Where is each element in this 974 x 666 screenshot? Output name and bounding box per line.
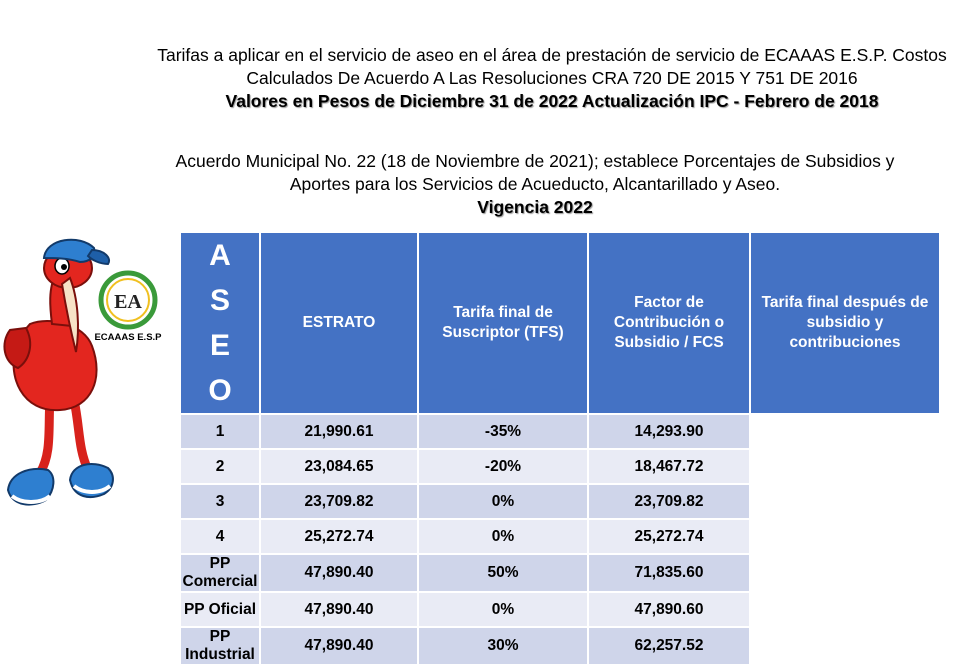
service-letter: A [209, 239, 231, 272]
cell-estrato: 4 [180, 519, 260, 554]
table-row [180, 484, 940, 519]
service-letter: O [208, 374, 232, 407]
cell-tfs: 47,890.40 [260, 554, 418, 592]
column-header-final-tariff: Tarifa final después de subsidio y contribuciones [750, 232, 940, 414]
title-line-1: Tarifas a aplicar en el servicio de aseo en el área de prestación de servicio de ECAAAS E.S.P. Costos [157, 45, 947, 65]
table-row [180, 449, 940, 484]
cell-final: 25,272.74 [588, 519, 750, 554]
mascot-bird-image [0, 228, 178, 520]
cell-tfs: 23,084.65 [260, 449, 418, 484]
table-row [180, 554, 940, 592]
cell-tfs: 23,709.82 [260, 484, 418, 519]
cell-final: 14,293.90 [588, 414, 750, 449]
service-label-aseo [180, 232, 260, 414]
cell-fcs: -35% [418, 414, 588, 449]
cell-fcs: 50% [418, 554, 588, 592]
cell-estrato: PP Industrial [180, 627, 260, 665]
cell-fcs: -20% [418, 449, 588, 484]
cell-estrato: PP Oficial [180, 592, 260, 627]
cell-final: 71,835.60 [588, 554, 750, 592]
logo-initials: EA [114, 291, 142, 313]
table-row [180, 519, 940, 554]
agreement-line-2: Aportes para los Servicios de Acueducto, Alcantarillado y Aseo. [289, 174, 781, 194]
logo-company-name: ECAAAS E.S.P [94, 332, 162, 343]
title-line-3: Valores en Pesos de Diciembre 31 de 2022 Actualización IPC - Febrero de 2018 [225, 91, 879, 111]
column-header-fcs: Factor de Contribución o Subsidio / FCS [588, 232, 750, 414]
tariff-table [179, 231, 941, 666]
cell-tfs: 47,890.40 [260, 627, 418, 665]
cell-final: 23,709.82 [588, 484, 750, 519]
table-row [180, 592, 940, 627]
column-header-estrato: ESTRATO [260, 232, 418, 414]
cell-estrato: 3 [180, 484, 260, 519]
cell-estrato: 2 [180, 449, 260, 484]
agreement-line-1: Acuerdo Municipal No. 22 (18 de Noviembre de 2021); establece Porcentajes de Subsidios y [175, 151, 895, 171]
table-row [180, 627, 940, 665]
cell-fcs: 0% [418, 592, 588, 627]
cell-fcs: 0% [418, 484, 588, 519]
cell-final: 18,467.72 [588, 449, 750, 484]
cell-tfs: 25,272.74 [260, 519, 418, 554]
title-block [130, 44, 974, 113]
cell-final: 47,890.60 [588, 592, 750, 627]
service-letter: S [209, 284, 230, 317]
title-line-2: Calculados De Acuerdo A Las Resoluciones CRA 720 DE 2015 Y 751 DE 2016 [246, 68, 858, 88]
cell-estrato: PP Comercial [180, 554, 260, 592]
column-header-tfs: Tarifa final de Suscriptor (TFS) [418, 232, 588, 414]
cell-tfs: 21,990.61 [260, 414, 418, 449]
agreement-block [140, 150, 930, 219]
cell-fcs: 0% [418, 519, 588, 554]
cell-estrato: 1 [180, 414, 260, 449]
table-header-row [180, 232, 940, 414]
cell-final: 62,257.52 [588, 627, 750, 665]
cell-tfs: 47,890.40 [260, 592, 418, 627]
table-row [180, 414, 940, 449]
service-letter: E [209, 329, 230, 362]
agreement-vigencia: Vigencia 2022 [477, 197, 593, 217]
cell-fcs: 30% [418, 627, 588, 665]
